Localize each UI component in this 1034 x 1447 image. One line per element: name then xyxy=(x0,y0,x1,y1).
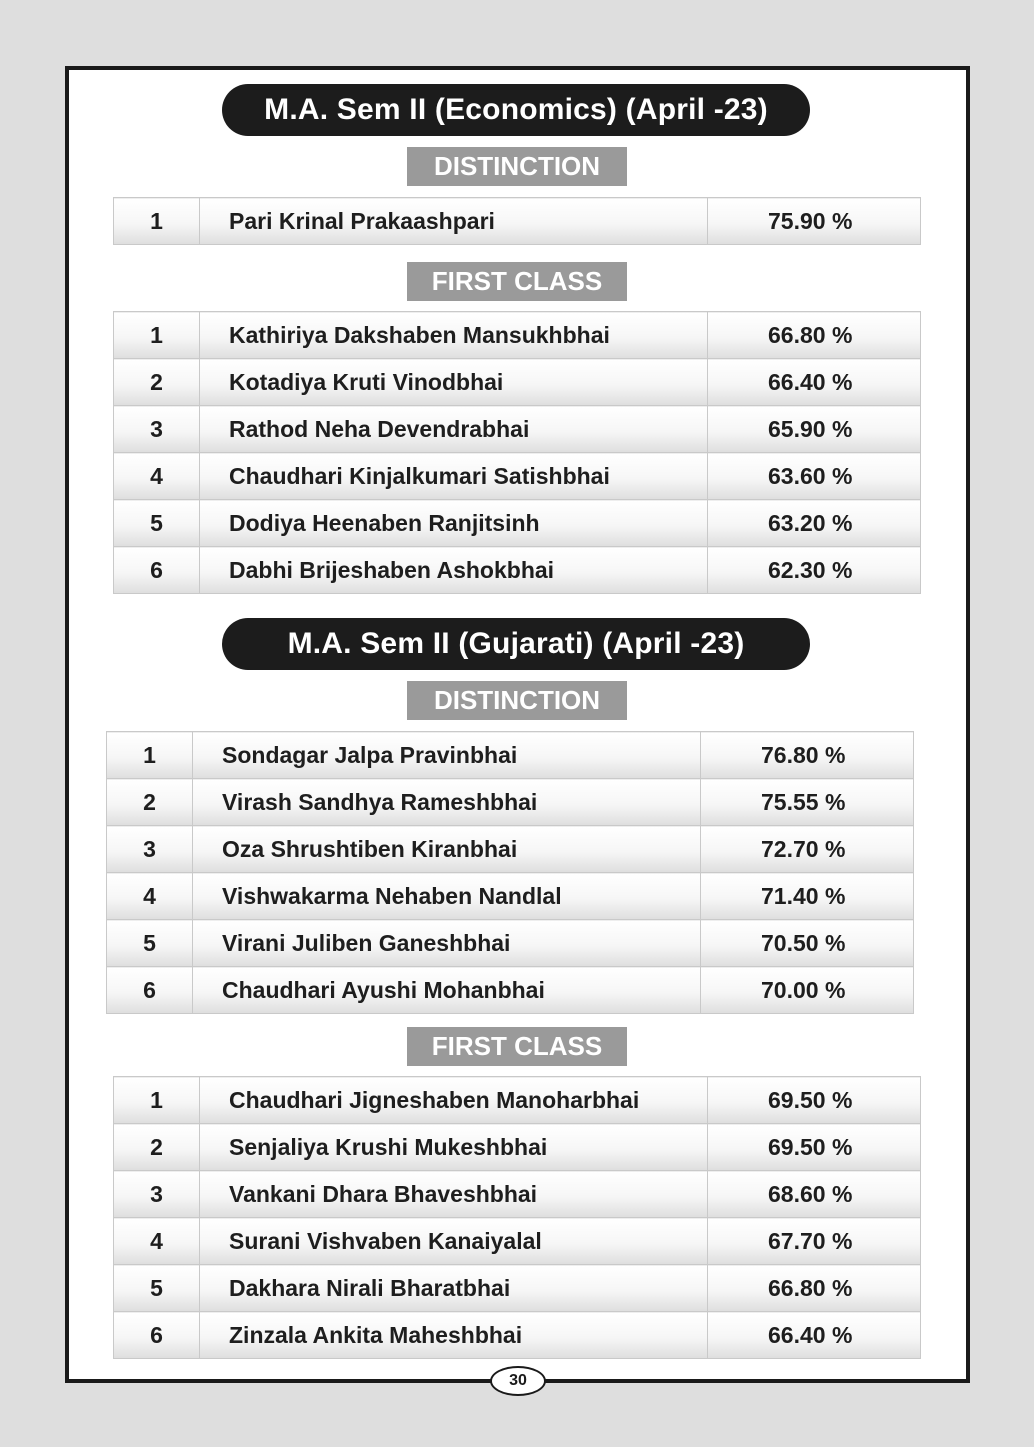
percentage-cell: 70.00 % xyxy=(701,967,914,1014)
table-row xyxy=(114,453,921,500)
rank-cell: 1 xyxy=(114,312,200,359)
student-name-cell: Rathod Neha Devendrabhai xyxy=(200,406,708,453)
table-row xyxy=(107,779,914,826)
table-row xyxy=(114,1124,921,1171)
rank-cell: 2 xyxy=(107,779,193,826)
percentage-cell: 66.40 % xyxy=(708,1312,921,1359)
table-row xyxy=(114,359,921,406)
percentage-cell: 66.80 % xyxy=(708,1265,921,1312)
table-row xyxy=(114,1171,921,1218)
table-row xyxy=(114,1077,921,1124)
rank-cell: 5 xyxy=(114,1265,200,1312)
table-row xyxy=(107,732,914,779)
rank-cell: 6 xyxy=(114,547,200,594)
percentage-cell: 67.70 % xyxy=(708,1218,921,1265)
rank-cell: 6 xyxy=(114,1312,200,1359)
table-row xyxy=(114,312,921,359)
table-row xyxy=(114,547,921,594)
student-name-cell: Virash Sandhya Rameshbhai xyxy=(193,779,701,826)
gujarati-first-class-label: FIRST CLASS xyxy=(407,1027,627,1066)
table-row xyxy=(114,1265,921,1312)
student-name-cell: Kotadiya Kruti Vinodbhai xyxy=(200,359,708,406)
percentage-cell: 75.55 % xyxy=(701,779,914,826)
percentage-cell: 69.50 % xyxy=(708,1124,921,1171)
rank-cell: 4 xyxy=(114,1218,200,1265)
percentage-cell: 76.80 % xyxy=(701,732,914,779)
rank-cell: 3 xyxy=(107,826,193,873)
percentage-cell: 66.40 % xyxy=(708,359,921,406)
table-row xyxy=(114,1312,921,1359)
percentage-cell: 70.50 % xyxy=(701,920,914,967)
table-row xyxy=(107,873,914,920)
student-name-cell: Sondagar Jalpa Pravinbhai xyxy=(193,732,701,779)
gujarati-first-class-table xyxy=(113,1076,921,1359)
percentage-cell: 71.40 % xyxy=(701,873,914,920)
rank-cell: 5 xyxy=(107,920,193,967)
rank-cell: 3 xyxy=(114,1171,200,1218)
rank-cell: 1 xyxy=(114,1077,200,1124)
student-name-cell: Senjaliya Krushi Mukeshbhai xyxy=(200,1124,708,1171)
rank-cell: 2 xyxy=(114,1124,200,1171)
rank-cell: 6 xyxy=(107,967,193,1014)
student-name-cell: Vishwakarma Nehaben Nandlal xyxy=(193,873,701,920)
percentage-cell: 62.30 % xyxy=(708,547,921,594)
percentage-cell: 63.20 % xyxy=(708,500,921,547)
student-name-cell: Dodiya Heenaben Ranjitsinh xyxy=(200,500,708,547)
student-name-cell: Dabhi Brijeshaben Ashokbhai xyxy=(200,547,708,594)
student-name-cell: Chaudhari Kinjalkumari Satishbhai xyxy=(200,453,708,500)
rank-cell: 1 xyxy=(114,198,200,245)
rank-cell: 1 xyxy=(107,732,193,779)
percentage-cell: 72.70 % xyxy=(701,826,914,873)
student-name-cell: Oza Shrushtiben Kiranbhai xyxy=(193,826,701,873)
percentage-cell: 69.50 % xyxy=(708,1077,921,1124)
student-name-cell: Pari Krinal Prakaashpari xyxy=(200,198,708,245)
student-name-cell: Surani Vishvaben Kanaiyalal xyxy=(200,1218,708,1265)
percentage-cell: 66.80 % xyxy=(708,312,921,359)
gujarati-distinction-label: DISTINCTION xyxy=(407,681,627,720)
table-row xyxy=(107,967,914,1014)
table-row xyxy=(114,406,921,453)
student-name-cell: Virani Juliben Ganeshbhai xyxy=(193,920,701,967)
economics-first-class-label: FIRST CLASS xyxy=(407,262,627,301)
percentage-cell: 63.60 % xyxy=(708,453,921,500)
economics-distinction-table xyxy=(113,197,921,245)
student-name-cell: Zinzala Ankita Maheshbhai xyxy=(200,1312,708,1359)
student-name-cell: Kathiriya Dakshaben Mansukhbhai xyxy=(200,312,708,359)
economics-distinction-label: DISTINCTION xyxy=(407,147,627,186)
rank-cell: 3 xyxy=(114,406,200,453)
rank-cell: 5 xyxy=(114,500,200,547)
percentage-cell: 65.90 % xyxy=(708,406,921,453)
gujarati-distinction-table xyxy=(106,731,914,1014)
student-name-cell: Vankani Dhara Bhaveshbhai xyxy=(200,1171,708,1218)
student-name-cell: Chaudhari Ayushi Mohanbhai xyxy=(193,967,701,1014)
percentage-cell: 75.90 % xyxy=(708,198,921,245)
rank-cell: 4 xyxy=(107,873,193,920)
section-title-gujarati: M.A. Sem II (Gujarati) (April -23) xyxy=(222,618,810,670)
student-name-cell: Chaudhari Jigneshaben Manoharbhai xyxy=(200,1077,708,1124)
percentage-cell: 68.60 % xyxy=(708,1171,921,1218)
section-title-economics: M.A. Sem II (Economics) (April -23) xyxy=(222,84,810,136)
table-row xyxy=(114,1218,921,1265)
rank-cell: 2 xyxy=(114,359,200,406)
student-name-cell: Dakhara Nirali Bharatbhai xyxy=(200,1265,708,1312)
page-number: 30 xyxy=(490,1366,546,1396)
economics-first-class-table xyxy=(113,311,921,594)
table-row xyxy=(107,826,914,873)
table-row xyxy=(107,920,914,967)
table-row xyxy=(114,198,921,245)
rank-cell: 4 xyxy=(114,453,200,500)
table-row xyxy=(114,500,921,547)
